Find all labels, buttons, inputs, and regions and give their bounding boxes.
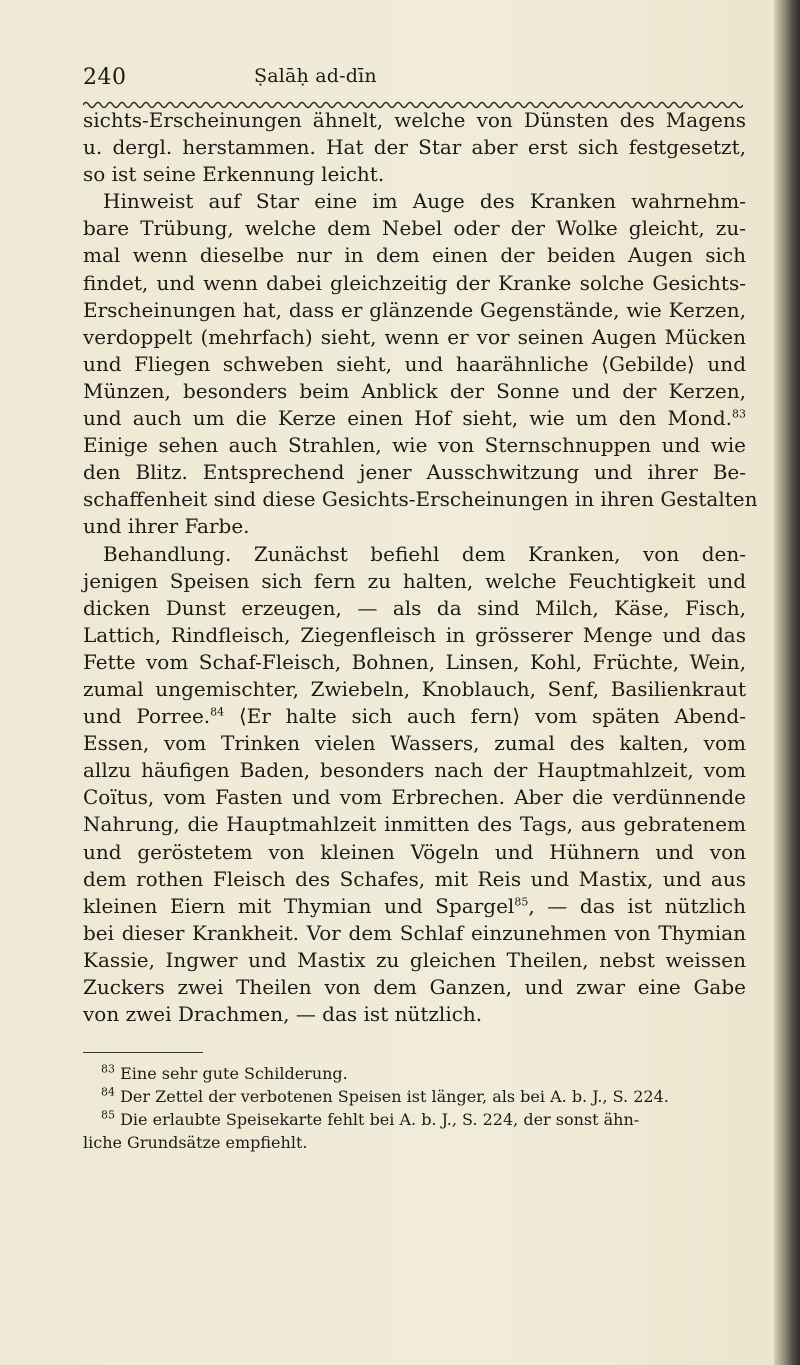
text-line: und ihrer Farbe. — [83, 514, 250, 539]
footnote: $^{84}$ Der Zettel der verbotenen Speisen ist länger, als bei A. b. J., S. 224. — [101, 1085, 669, 1106]
text-line: und auch um die Kerze einen Hof sieht, wie um den Mond.$^{83}$ — [83, 406, 746, 431]
text-line: Coïtus, vom Fasten und vom Erbrechen. Aber die verdünnende — [83, 785, 746, 810]
text-line: so ist seine Erkennung leicht. — [83, 162, 385, 187]
footnote: $^{85}$ Die erlaubte Speisekarte fehlt bei A. b. J., S. 224, der sonst ähn- — [101, 1108, 640, 1129]
text-line: allzu häufigen Baden, besonders nach der Hauptmahlzeit, vom — [83, 758, 746, 783]
footnote-mark: 85 — [101, 1108, 115, 1122]
text-line: und Porree.$^{84}$ ⟨Er halte sich auch fern⟩ vom späten Abend- — [83, 704, 746, 729]
page-number: 240 — [83, 65, 127, 90]
footnote-ref: 84 — [210, 705, 225, 719]
text-line: Fette vom Schaf-Fleisch, Bohnen, Linsen, Kohl, Früchte, Wein, — [83, 649, 746, 674]
footnote-mark: 84 — [101, 1085, 115, 1099]
page-edge-shadow — [774, 0, 800, 1365]
text-line: den Blitz. Entsprechend jener Ausschwitzung und ihrer Be- — [83, 460, 746, 485]
text-line: und Fliegen schweben sieht, und haarähnliche ⟨Gebilde⟩ und — [83, 351, 746, 376]
text-line: zumal ungemischter, Zwiebeln, Knoblauch, Senf, Basilienkraut — [83, 676, 746, 701]
page-header — [83, 62, 743, 102]
text-line: Kassie, Ingwer und Mastix zu gleichen Theilen, nebst weissen — [83, 947, 746, 972]
text-line: dem rothen Fleisch des Schafes, mit Reis und Mastix, und aus — [83, 866, 746, 891]
footnote: $^{83}$ Eine sehr gute Schilderung. — [101, 1062, 348, 1083]
text-line: findet, und wenn dabei gleichzeitig der Kranke solche Gesichts- — [83, 270, 746, 295]
text-line: kleinen Eiern mit Thymian und Spargel$^{85}$, — das ist nützlich — [83, 893, 747, 918]
text-line: von zwei Drachmen, — das ist nützlich. — [83, 1002, 483, 1027]
text-line: Münzen, besonders beim Anblick der Sonne und der Kerzen, — [83, 378, 746, 403]
text-line: bei dieser Krankheit. Vor dem Schlaf einzunehmen von Thymian — [83, 920, 746, 945]
text-line: bare Trübung, welche dem Nebel oder der Wolke gleicht, zu- — [83, 216, 746, 241]
text-line: Lattich, Rindfleisch, Ziegenfleisch in grösserer Menge und das — [83, 622, 746, 647]
text-line: dicken Dunst erzeugen, — als da sind Milch, Käse, Fisch, — [83, 595, 746, 620]
text-line: u. dergl. herstammen. Hat der Star aber erst sich festgesetzt, — [83, 135, 746, 160]
text-line: Behandlung. Zunächst befiehl dem Kranken, von den- — [103, 541, 746, 566]
text-line: schaffenheit sind diese Gesichts-Erscheinungen in ihren Gestalten — [83, 487, 758, 512]
text-line: Essen, vom Trinken vielen Wassers, zumal des kalten, vom — [83, 731, 746, 756]
text-line: Einige sehen auch Strahlen, wie von Sternschnuppen und wie — [83, 433, 746, 458]
text-line: und geröstetem von kleinen Vögeln und Hühnern und von — [83, 839, 746, 864]
footnotes — [83, 1062, 746, 1154]
footnote-divider — [83, 1052, 203, 1053]
text-line: verdoppelt (mehrfach) sieht, wenn er vor seinen Augen Mücken — [83, 324, 746, 349]
footnote-ref: 85 — [514, 895, 529, 909]
footnote-continuation: liche Grundsätze empfiehlt. — [83, 1133, 308, 1152]
running-title: Ṣalāḥ ad-dīn — [254, 65, 377, 87]
text-line: Nahrung, die Hauptmahlzeit inmitten des Tags, aus gebratenem — [83, 812, 746, 837]
text-line: Hinweist auf Star eine im Auge des Kranken wahrnehm- — [103, 189, 746, 214]
body-text — [83, 107, 758, 1028]
footnote-ref: 83 — [732, 407, 746, 421]
text-line: mal wenn dieselbe nur in dem einen der beiden Augen sich — [83, 243, 746, 268]
text-line: Zuckers zwei Theilen von dem Ganzen, und zwar eine Gabe — [83, 975, 746, 999]
footnote-mark: 83 — [101, 1062, 115, 1076]
text-line: sichts-Erscheinungen ähnelt, welche von Dünsten des Magens — [83, 108, 746, 132]
text-line: Erscheinungen hat, dass er glänzende Gegenstände, wie Kerzen, — [83, 297, 746, 322]
text-line: jenigen Speisen sich fern zu halten, welche Feuchtigkeit und — [83, 568, 746, 593]
